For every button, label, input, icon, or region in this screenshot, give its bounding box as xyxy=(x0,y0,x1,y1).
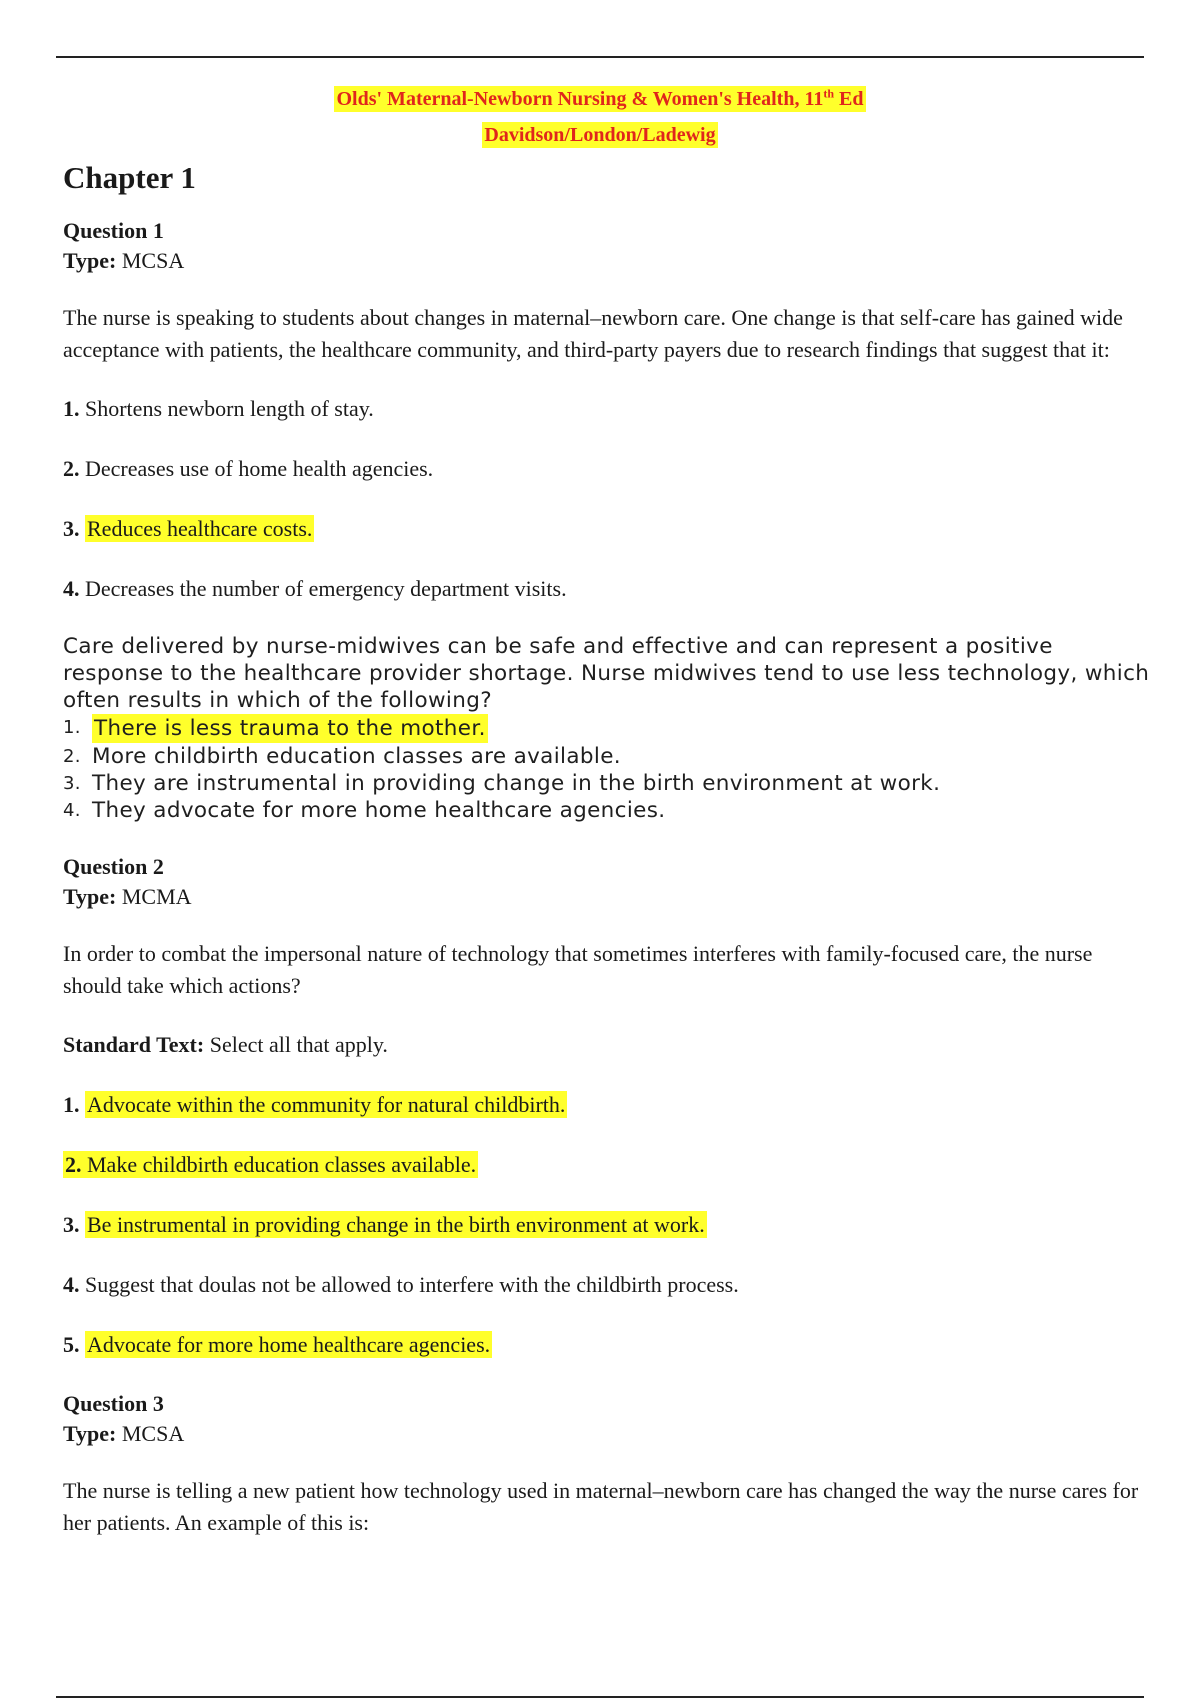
option-number: 1. xyxy=(63,1092,80,1117)
option-text-highlighted: There is less trauma to the mother. xyxy=(94,716,486,741)
question-2 xyxy=(63,852,1153,1361)
option-number: 2. xyxy=(65,1152,82,1177)
option-number: 2. xyxy=(63,746,81,767)
question-stem: The nurse is speaking to students about changes in maternal–newborn care. One change is that self-care has gained wide acceptance with patients, the healthcare community, and third-party payers due to research findings that suggest that it: xyxy=(63,305,1123,362)
option-highlight xyxy=(63,1151,478,1178)
question-title: Question 1 xyxy=(63,218,164,243)
option-2 xyxy=(63,1149,1153,1181)
option-1 xyxy=(63,1089,1153,1121)
option-2 xyxy=(63,453,1153,485)
question-title: Question 2 xyxy=(63,854,164,879)
option-text: Shortens newborn length of stay. xyxy=(85,396,374,421)
authors-header xyxy=(0,124,1200,147)
authors: Davidson/London/Ladewig xyxy=(484,124,716,146)
edition-superscript: th xyxy=(823,86,835,100)
option-3 xyxy=(63,1209,1153,1241)
option-number: 3. xyxy=(63,773,81,794)
option-number: 5. xyxy=(63,1332,80,1357)
question-title: Question 3 xyxy=(63,1391,164,1416)
type-label: Type: xyxy=(63,1421,117,1446)
option-3 xyxy=(63,513,1153,545)
question-3 xyxy=(63,1389,1153,1539)
question-1 xyxy=(63,216,1153,605)
option-number: 4. xyxy=(63,576,80,601)
option-text: Suggest that doulas not be allowed to interfere with the childbirth process. xyxy=(85,1272,739,1297)
option-text-highlighted: Advocate within the community for natural childbirth. xyxy=(87,1092,566,1117)
option-number: 3. xyxy=(63,516,80,541)
midwives-question xyxy=(63,633,1153,824)
type-value: MCSA xyxy=(116,248,185,273)
option-text: They are instrumental in providing change in the birth environment at work. xyxy=(92,771,941,796)
option-text-highlighted: Make childbirth education classes available. xyxy=(87,1152,477,1177)
option-text: They advocate for more home healthcare agencies. xyxy=(92,798,666,823)
standard-text-label: Standard Text: xyxy=(63,1032,205,1057)
question-stem: The nurse is telling a new patient how technology used in maternal–newborn care has changed the way the nurse cares for her patients. An example of this is: xyxy=(63,1478,1139,1535)
top-rule xyxy=(56,56,1144,58)
book-title: Olds' Maternal-Newborn Nursing & Women's Health, 11 xyxy=(336,87,824,110)
question-stem: In order to combat the impersonal nature of technology that sometimes interferes with family-focused care, the nurse should take which actions? xyxy=(63,941,1093,998)
option-text: More childbirth education classes are available. xyxy=(92,744,621,769)
option-number: 1. xyxy=(63,717,81,738)
bottom-rule xyxy=(56,1696,1144,1698)
option-text: Decreases the number of emergency department visits. xyxy=(85,576,567,601)
type-value: MCSA xyxy=(116,1421,185,1446)
option-2 xyxy=(63,743,1153,770)
question-stem: Care delivered by nurse-midwives can be safe and effective and can represent a positive response to the healthcare provider shortage. Nurse midwives tend to use less technology, which often results in which of the following? xyxy=(63,634,1150,713)
option-text-highlighted: Reduces healthcare costs. xyxy=(87,516,313,541)
option-4 xyxy=(63,573,1153,605)
option-list xyxy=(63,714,1153,824)
option-number: 4. xyxy=(63,800,81,821)
book-title-highlight xyxy=(334,86,865,112)
option-3 xyxy=(63,770,1153,797)
question-type xyxy=(63,1419,1153,1449)
question-type xyxy=(63,246,1153,276)
type-label: Type: xyxy=(63,248,117,273)
document-body xyxy=(63,156,1153,1566)
option-1 xyxy=(63,393,1153,425)
type-label: Type: xyxy=(63,884,117,909)
standard-text-value: Select all that apply. xyxy=(204,1032,388,1057)
option-1 xyxy=(63,714,1153,743)
option-number: 3. xyxy=(63,1212,80,1237)
chapter-title: Chapter 1 xyxy=(63,160,196,195)
option-number: 1. xyxy=(63,396,80,421)
option-text-highlighted: Be instrumental in providing change in the birth environment at work. xyxy=(87,1212,705,1237)
question-type xyxy=(63,882,1153,912)
option-5 xyxy=(63,1329,1153,1361)
option-4 xyxy=(63,797,1153,824)
option-text: Decreases use of home health agencies. xyxy=(85,456,434,481)
type-value: MCMA xyxy=(116,884,192,909)
edition-suffix: Ed xyxy=(834,87,864,110)
option-4 xyxy=(63,1269,1153,1301)
option-text-highlighted: Advocate for more home healthcare agencies. xyxy=(87,1332,491,1357)
option-number: 4. xyxy=(63,1272,80,1297)
option-number: 2. xyxy=(63,456,80,481)
standard-text xyxy=(63,1029,1153,1061)
book-title-header xyxy=(0,86,1200,111)
